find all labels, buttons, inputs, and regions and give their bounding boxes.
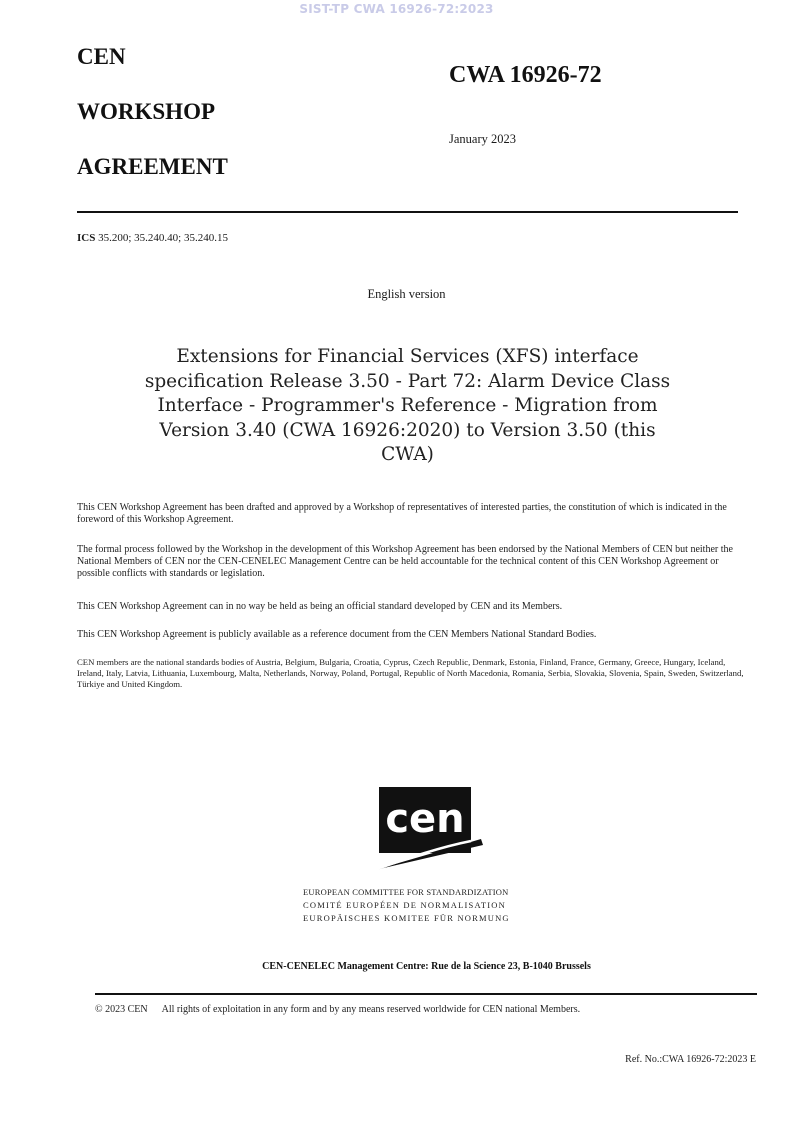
management-centre-address: CEN-CENELEC Management Centre: Rue de la Science 23, B-1040 Brussels (262, 961, 591, 972)
paragraph-formal-process: The formal process followed by the Workshop in the development of this Workshop Agreement has been endorsed by the National Members of CEN but neither the National Members of CEN nor the CEN-CENELEC Management Centre can be held accountable for the technical content of this CEN Workshop Agreement or possible conflicts with standards or legislation. (77, 544, 733, 579)
ics-codes (77, 232, 228, 244)
footer-divider (95, 993, 757, 995)
document-date: January 2023 (449, 132, 516, 146)
document-title: Extensions for Financial Services (XFS) interface specification Release 3.50 - Part 72: Alarm Device Class Interface - Programmer's Reference - Migration from Version 3.40 (CWA 16926:2020) to Version 3.50 (this CWA) (144, 346, 671, 465)
document-number: CWA 16926-72 (449, 62, 602, 88)
ics-values: 35.200; 35.240.40; 35.240.15 (98, 232, 228, 244)
cen-logo-icon (371, 787, 483, 875)
ics-label: ICS (77, 232, 96, 244)
paragraph-availability: This CEN Workshop Agreement is publicly available as a reference document from the CEN Members National Standard Bodies. (77, 629, 597, 640)
cen-title-line2: WORKSHOP (77, 99, 216, 124)
header-divider (77, 211, 738, 213)
cen-title-line3: AGREEMENT (77, 154, 228, 179)
copyright-line (95, 1004, 580, 1015)
paragraph-members: CEN members are the national standards bodies of Austria, Belgium, Bulgaria, Croatia, Cyprus, Czech Republic, Denmark, Estonia, Finland, France, Germany, Greece, Hungary, Iceland, Ireland, Italy, Latvia, Lithuania, Luxembourg, Malta, Netherlands, Norway, Poland, Portugal, Republic of North Macedonia, Romania, Serbia, Slovakia, Slovenia, Spain, Sweden, Switzerland, Türkiye and United Kingdom. (77, 657, 744, 689)
paragraph-not-official: This CEN Workshop Agreement can in no way be held as being an official standard developed by CEN and its Members. (77, 601, 563, 612)
caption-german: EUROPÄISCHES KOMITEE FÜR NORMUNG (303, 913, 510, 923)
watermark: SIST-TP CWA 16926-72:2023 (299, 2, 494, 16)
rights-statement: All rights of exploitation in any form and by any means reserved worldwide for CEN national Members. (161, 1004, 581, 1015)
logo-caption (303, 886, 543, 925)
copyright: © 2023 CEN (95, 1004, 148, 1015)
paragraph-drafting: This CEN Workshop Agreement has been drafted and approved by a Workshop of representatives of interested parties, the constitution of which is indicated in the foreword of this Workshop Agreement. (77, 502, 727, 525)
language-version: English version (367, 287, 446, 301)
cen-title-line1: CEN (77, 44, 126, 69)
caption-french: COMITÉ EUROPÉEN DE NORMALISATION (303, 900, 506, 910)
reference-number: Ref. No.:CWA 16926-72:2023 E (625, 1054, 756, 1065)
cen-logo-text: cen (385, 796, 465, 842)
caption-english: EUROPEAN COMMITTEE FOR STANDARDIZATION (303, 887, 509, 897)
